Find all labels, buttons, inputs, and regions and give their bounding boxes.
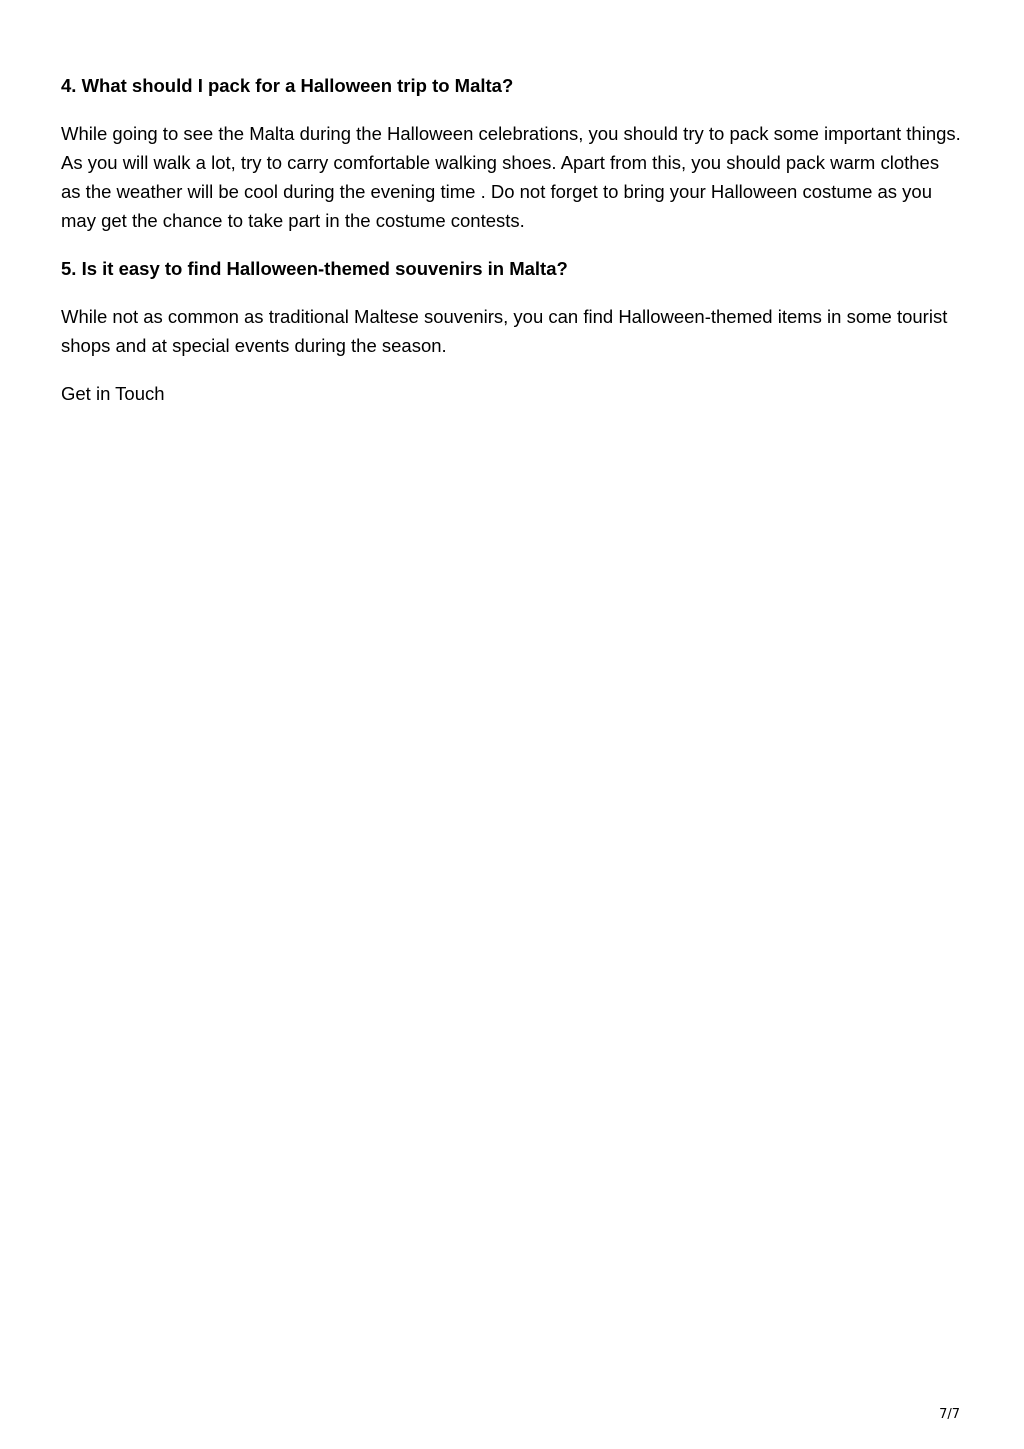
faq-item-4 (61, 71, 961, 235)
page-content (61, 71, 961, 408)
faq-answer: While going to see the Malta during the Halloween celebrations, you should try to pack some important things. As you will walk a lot, try to carry comfortable walking shoes. Apart from this, you should pack warm clothes as the weather will be cool during the evening time . Do not forget to bring your Halloween costume as you may get the chance to take part in the costume contests. (61, 123, 961, 231)
get-in-touch-text: Get in Touch (61, 383, 165, 404)
page-number: 7/7 (939, 1407, 960, 1422)
faq-question: 4. What should I pack for a Halloween trip to Malta? (61, 75, 514, 96)
faq-answer: While not as common as traditional Maltese souvenirs, you can find Halloween-themed items in some tourist shops and at special events during the season. (61, 306, 948, 356)
faq-question: 5. Is it easy to find Halloween-themed souvenirs in Malta? (61, 258, 568, 279)
faq-item-5 (61, 254, 961, 360)
